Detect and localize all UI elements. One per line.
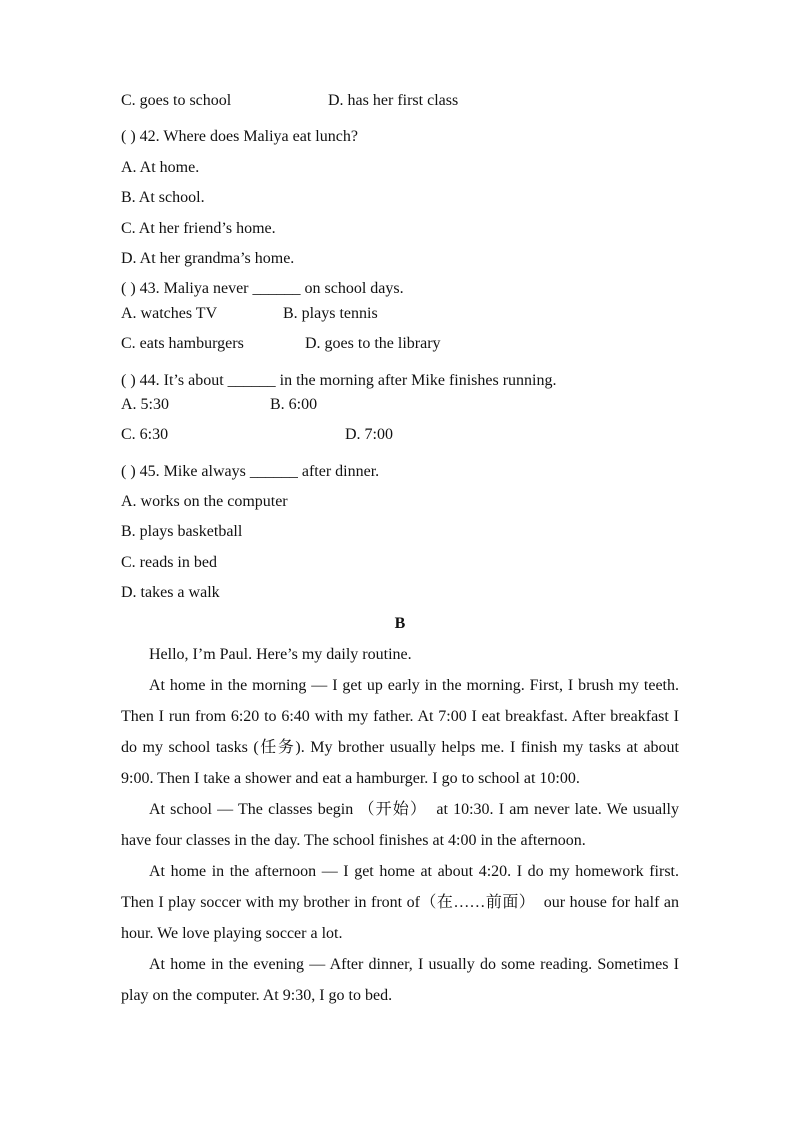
q42-option-c: C. At her friend’s home. [121,219,276,237]
q41-option-d: D. has her first class [328,92,459,109]
q44-option-a: A. 5:30 [121,395,169,413]
q44-question: ( ) 44. It’s about ______ in the morning after Mike finishes running. [121,371,557,389]
q43-option-c: C. eats hamburgers [121,335,244,353]
q44-options-row-2 [121,426,679,456]
q43-option-b: B. plays tennis [283,304,378,322]
passage-paragraph-3: At school — The classes begin （开始） at 10:30. I am never late. We usually have four classes in the day. The school finishes at 4:00 in the afternoon. [121,801,679,850]
q42-option-d: D. At her grandma’s home. [121,249,295,267]
q42-option-a: A. At home. [121,158,200,176]
q42-question: ( ) 42. Where does Maliya eat lunch? [121,128,358,146]
q45-option-b: B. plays basketball [121,523,243,541]
q44-option-c: C. 6:30 [121,426,169,444]
passage-paragraph-1: Hello, I’m Paul. Here’s my daily routine. [149,646,412,664]
section-b-heading: B [394,614,406,632]
q44-options-row-1 [121,396,679,426]
passage-paragraph-2: At home in the morning — I get up early in the morning. First, I brush my teeth. Then I run from 6:20 to 6:40 with my father. At 7:00 I eat breakfast. After breakfast I do my school tasks (任务). My brother usually helps me. I finish my tasks at about 9:00. Then I take a shower and eat a hamburger. I go to school at 10:00. [121,677,679,788]
q45-option-d: D. takes a walk [121,584,220,602]
q45-option-a: A. works on the computer [121,493,288,511]
q43-options-row-1 [121,305,679,335]
q45-option-c: C. reads in bed [121,553,217,571]
q44-option-b: B. 6:00 [270,395,318,413]
worksheet-content [121,92,679,1011]
q44-option-d: D. 7:00 [345,426,393,444]
q43-options-row-2 [121,335,679,365]
q45-question: ( ) 45. Mike always ______ after dinner. [121,462,380,480]
q41-options-row [121,92,679,122]
passage-paragraph-5: At home in the evening — After dinner, I usually do some reading. Sometimes I play on the computer. At 9:30, I go to bed. [121,956,679,1005]
q42-option-b: B. At school. [121,189,205,207]
q43-question: ( ) 43. Maliya never ______ on school days. [121,280,404,298]
passage-paragraph-4: At home in the afternoon — I get home at about 4:20. I do my homework first. Then I play soccer with my brother in front of（在……前面） our house for half an hour. We love playing soccer a lot. [121,863,679,943]
q43-option-a: A. watches TV [121,304,218,322]
q41-option-c: C. goes to school [121,92,232,109]
q43-option-d: D. goes to the library [305,335,441,353]
